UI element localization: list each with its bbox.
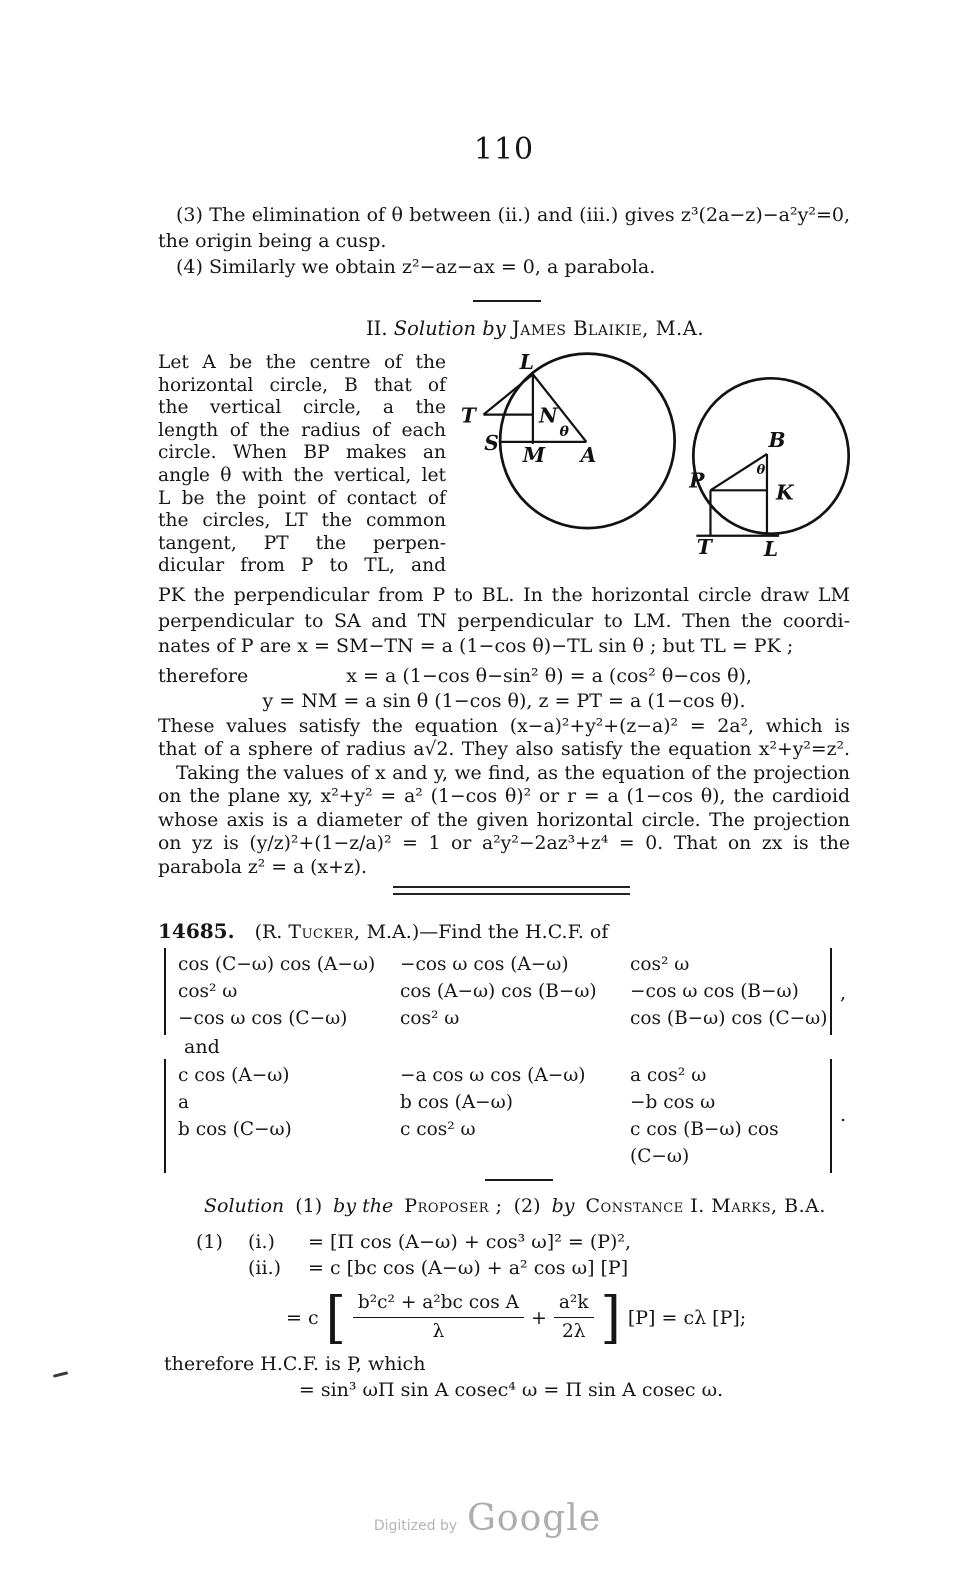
final-equation: = sin³ ωΠ sin A cosec⁴ ω = Π sin A cosec ω. — [298, 1379, 724, 1402]
scan-artifact-mark — [53, 1371, 68, 1378]
determinant-row — [166, 951, 830, 978]
text-and-diagram-section — [158, 352, 850, 580]
plus-sign: + — [530, 1306, 547, 1329]
item-4: (4) Similarly we obtain z²−az−ax = 0, a parabola. — [176, 256, 656, 278]
equation-number: (1) — [196, 1230, 223, 1253]
label-S-left: S — [484, 430, 499, 455]
column-line: tangent, PT the perpen- — [158, 532, 446, 554]
column-line: horizontal circle, B that of — [158, 374, 446, 396]
det-cell: b cos (A−ω) — [400, 1091, 513, 1113]
heading-numeral: II. — [365, 317, 388, 340]
column-line: L be the point of contact of — [158, 487, 446, 509]
byline-proposer: Proposer ; — [404, 1194, 503, 1217]
problem-number: 14685. — [158, 918, 235, 943]
equation-ii — [158, 1255, 850, 1281]
fraction-2 — [554, 1292, 594, 1343]
byline-1: (1) — [295, 1194, 323, 1217]
paragraph-line: whose axis is a diameter of the given horizontal circle. The projection — [158, 809, 850, 831]
label-T-right: T — [696, 534, 712, 559]
digitized-by-label: Digitized by — [373, 1518, 458, 1534]
solution-ii-heading — [158, 315, 850, 342]
label-N-left: N — [538, 403, 558, 428]
column-line: the circles, LT the common — [158, 510, 446, 532]
equation-iii-prefix: = c — [286, 1306, 319, 1329]
column-line: dicular from P to TL, and — [158, 555, 446, 577]
vertical-circle — [693, 378, 848, 533]
label-theta-right: θ — [756, 463, 766, 479]
determinant-row — [166, 978, 830, 1005]
det-cell: b cos (C−ω) — [178, 1118, 292, 1140]
det-cell: c cos (B−ω) cos (C−ω) — [630, 1118, 779, 1167]
geometry-diagram — [446, 342, 870, 568]
paragraph-line: parabola z² = a (x+z). — [158, 857, 368, 879]
det-cell: −b cos ω — [630, 1091, 716, 1113]
equation-x: x = a (1−cos θ−sin² θ) = a (cos² θ−cos θ), — [346, 664, 752, 687]
double-rule-divider — [393, 886, 630, 895]
determinant-row — [166, 1089, 830, 1116]
label-L-right: L — [763, 536, 779, 561]
equation-iii-suffix: [P] = cλ [P]; — [627, 1306, 747, 1329]
left-bracket: [ — [325, 1285, 346, 1351]
google-logo: Google — [467, 1498, 602, 1539]
body-line: PK the perpendicular from P to BL. In the horizontal circle draw LM — [158, 584, 850, 606]
section-divider-rule — [473, 300, 541, 302]
equation-i — [158, 1229, 850, 1255]
byline-marks: Constance I. Marks, B.A. — [585, 1194, 826, 1217]
column-line: the vertical circle, a the — [158, 397, 446, 419]
solution-byline — [158, 1193, 850, 1219]
column-line: length of the radius of each — [158, 419, 446, 441]
paragraph-line: These values satisfy the equation (x−a)²+y²+(z−a)² = 2a², which is — [158, 715, 850, 737]
solution-divider-rule — [485, 1179, 553, 1181]
determinant-row — [166, 1062, 830, 1089]
byline-2: (2) — [513, 1194, 541, 1217]
determinant-1-suffix: , — [840, 982, 847, 1005]
column-line: angle θ with the vertical, let — [158, 464, 446, 486]
page-content — [158, 132, 850, 1403]
fraction-1-numerator: b²c² + a²bc cos A — [353, 1292, 524, 1318]
equation-i-lhs: (i.) — [248, 1230, 275, 1253]
label-theta-left: θ — [559, 423, 569, 440]
equation-iii — [286, 1285, 850, 1351]
paragraph-line: that of a sphere of radius a√2. They also satisfy the equation x²+y²=z². — [158, 739, 850, 761]
label-A-left: A — [580, 443, 597, 468]
determinant-1 — [158, 948, 850, 1035]
equation-ii-lhs: (ii.) — [248, 1256, 282, 1279]
fraction-2-numerator: a²k — [554, 1292, 594, 1318]
label-B-right: B — [768, 427, 786, 452]
det-cell: c cos² ω — [400, 1118, 476, 1140]
byline-by: by — [551, 1194, 575, 1217]
column-line: Let A be the centre of the — [158, 352, 446, 373]
paragraph-line: Taking the values of x and y, we find, as the equation of the projection — [176, 762, 850, 784]
det-cell: −cos ω cos (B−ω) — [630, 980, 799, 1002]
det-cell: a — [178, 1091, 190, 1113]
byline-solution: Solution — [204, 1194, 285, 1217]
problem-author-name: Tucker, — [288, 920, 361, 943]
digitization-watermark — [0, 1498, 975, 1539]
label-T-left: T — [460, 403, 476, 428]
det-cell: cos² ω — [400, 1007, 460, 1029]
det-cell: c cos (A−ω) — [178, 1064, 290, 1086]
body-line: perpendicular to SA and TN perpendicular to LM. Then the coordi- — [158, 609, 850, 632]
det-cell: cos² ω — [178, 980, 238, 1002]
determinant-2 — [158, 1059, 850, 1173]
connector-and: and — [184, 1035, 220, 1058]
label-K-right: K — [776, 480, 794, 505]
equation-ii-rhs: = c [bc cos (A−ω) + a² cos ω] [P] — [308, 1256, 629, 1279]
label-L-left: L — [519, 350, 534, 375]
paragraph-line: on the plane xy, x²+y² = a² (1−cos θ)² or r = a (1−cos θ), the cardioid — [158, 786, 850, 808]
body-line: nates of P are x = SM−TN = a (1−cos θ)−TL sin θ ; but TL = PK ; — [158, 635, 794, 657]
fraction-1 — [353, 1292, 524, 1343]
det-cell: cos (A−ω) cos (B−ω) — [400, 980, 597, 1002]
heading-solution-by: Solution by — [393, 317, 506, 340]
item-3-line-2: the origin being a cusp. — [158, 230, 387, 252]
det-cell: −cos ω cos (A−ω) — [400, 953, 569, 975]
therefore-hcf-line: therefore H.C.F. is P, which — [164, 1352, 426, 1375]
solution-ii-body — [158, 583, 850, 660]
label-M-left: M — [522, 443, 546, 468]
equation-i-rhs: = [Π cos (A−ω) + cos³ ω]² = (P)², — [308, 1230, 632, 1253]
det-cell: −cos ω cos (C−ω) — [178, 1007, 348, 1029]
solution-ii-paragraph-2 — [158, 715, 850, 880]
tangent-TL — [483, 374, 532, 414]
problem-author-pre: (R. — [254, 920, 283, 943]
item-3-line-1: (3) The elimination of θ between (ii.) and (iii.) gives z³(2a−z)−a²y²=0, — [176, 204, 850, 226]
narrow-text-column — [158, 352, 446, 578]
column-line: circle. When BP makes an — [158, 442, 446, 464]
two-circles-figure — [446, 342, 870, 568]
paragraph-line: on yz is (y/z)²+(1−z/a)² = 1 or a²y²−2az³+z⁴ = 0. That on zx is the — [158, 833, 850, 855]
display-equation-x — [158, 664, 850, 690]
therefore-label: therefore — [158, 664, 249, 687]
display-equation-yz: y = NM = a sin θ (1−cos θ), z = PT = a (1−cos θ). — [262, 690, 746, 712]
det-cell: cos² ω — [630, 953, 690, 975]
determinant-2-suffix: . — [840, 1104, 847, 1127]
det-cell: cos (C−ω) cos (A−ω) — [178, 953, 376, 975]
heading-author: James Blaikie, M.A. — [511, 317, 705, 340]
page-number: 110 — [473, 132, 535, 167]
label-P-right: P — [689, 468, 705, 493]
determinant-row — [166, 1116, 830, 1170]
right-bracket: ] — [600, 1285, 621, 1351]
det-cell: cos (B−ω) cos (C−ω) — [630, 1007, 828, 1029]
det-cell: −a cos ω cos (A−ω) — [400, 1064, 586, 1086]
problem-14685-heading — [158, 917, 850, 946]
byline-by-the: by the — [333, 1194, 394, 1217]
determinant-row — [166, 1005, 830, 1032]
fraction-1-denominator: λ — [432, 1321, 445, 1343]
fraction-2-denominator: 2λ — [561, 1321, 586, 1343]
det-cell: a cos² ω — [630, 1064, 707, 1086]
problem-statement: M.A.)—Find the H.C.F. of — [366, 920, 609, 943]
